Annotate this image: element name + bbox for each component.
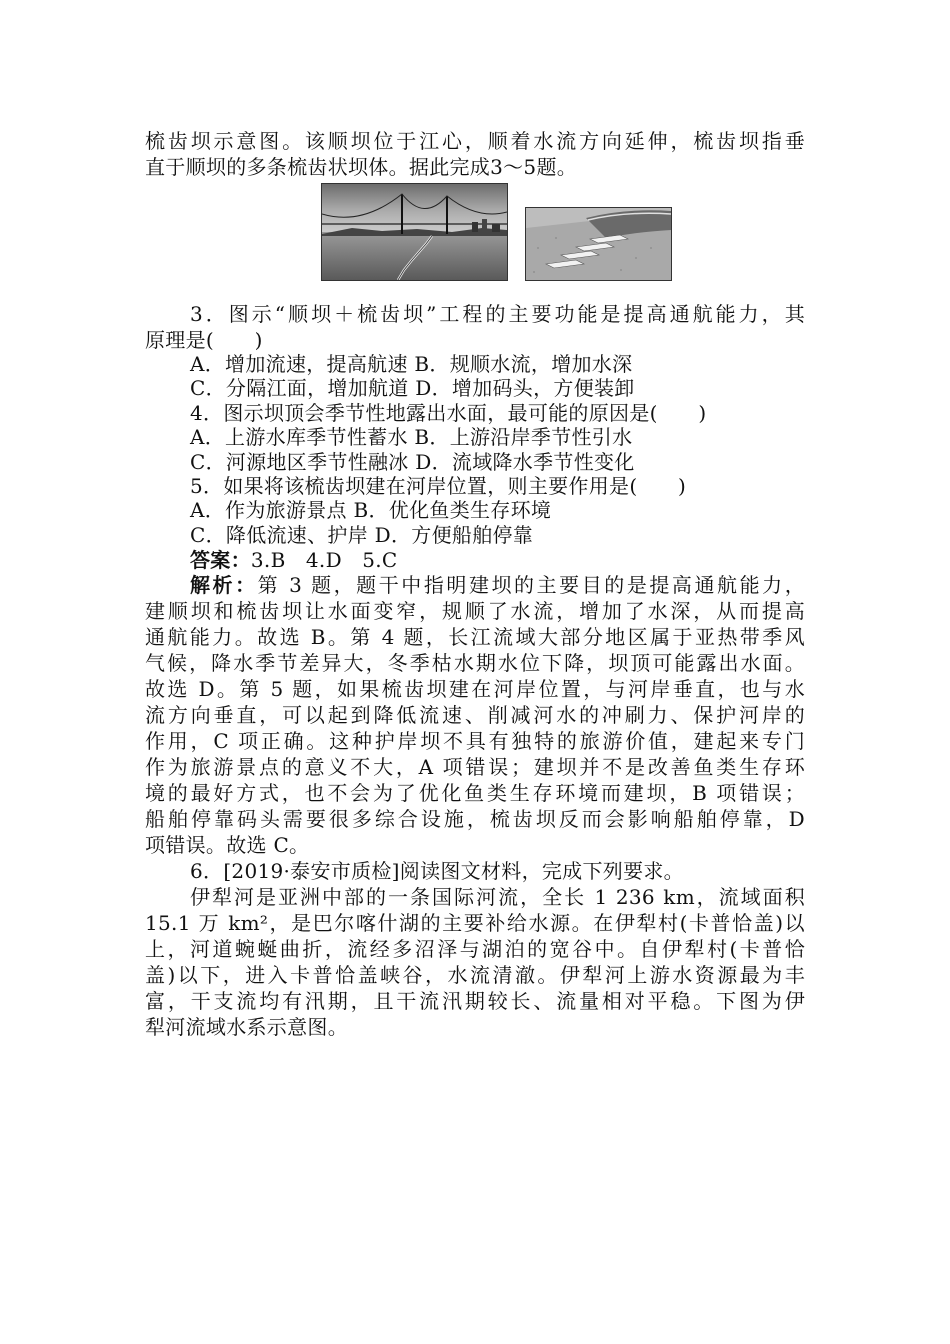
q6-para-line-5: 富，干支流均有汛期，且干流汛期较长、流量相对平稳。下图为伊: [145, 989, 805, 1013]
q6-para-line-4: 盖)以下，进入卡普恰盖峡谷，水流清澈。伊犁河上游水资源最为丰: [145, 963, 805, 987]
q3-options-ab: A．增加流速，提高航速 B．规顺水流，增加水深: [190, 352, 633, 376]
dam-photo-figure: [321, 183, 508, 281]
answer-text: 3.B 4.D 5.C: [250, 548, 398, 572]
analysis-label: 解析：: [190, 573, 258, 597]
analysis-line-3: 通航能力。故选 B。第 4 题，长江流域大部分地区属于亚热带季风: [145, 625, 805, 649]
answer-line: [190, 547, 805, 573]
intro-line-1: 梳齿坝示意图。该顺坝位于江心，顺着水流方向延伸，梳齿坝指垂: [145, 129, 805, 153]
analysis-line-7: 作用，C 项正确。这种护岸坝不具有独特的旅游价值，建起来专门: [145, 729, 805, 753]
analysis-line-1: [190, 572, 805, 598]
intro-line-2: 直于顺坝的多条梳齿状坝体。据此完成3～5题。: [145, 155, 578, 179]
dam-photo-illustration: [322, 184, 507, 280]
q6-para-line-1: 伊犁河是亚洲中部的一条国际河流，全长 1 236 km，流域面积: [190, 885, 805, 909]
q4-stem: 4．图示坝顶会季节性地露出水面，最可能的原因是( ): [190, 401, 707, 425]
comb-dam-diagram: [525, 207, 672, 281]
q5-options-ab: A．作为旅游景点 B．优化鱼类生存环境: [190, 498, 552, 522]
analysis-line-11: 项错误。故选 C。: [145, 833, 310, 857]
q4-options-cd: C．河源地区季节性融冰 D．流域降水季节性变化: [190, 450, 635, 474]
analysis-line-2: 建顺坝和梳齿坝让水面变窄，规顺了水流，增加了水深，从而提高: [145, 599, 805, 623]
q6-para-line-2: 15.1 万 km²，是巴尔喀什湖的主要补给水源。在伊犁村(卡普恰盖)以: [145, 911, 805, 935]
analysis-text-1: 第 3 题，题干中指明建坝的主要目的是提高通航能力，: [257, 573, 805, 597]
q3-options-cd: C．分隔江面，增加航道 D．增加码头，方便装卸: [190, 376, 635, 400]
q6-title: 6．[2019·泰安市质检]阅读图文材料，完成下列要求。: [190, 859, 684, 883]
analysis-line-8: 作为旅游景点的意义不大，A 项错误；建坝并不是改善鱼类生存环: [145, 755, 805, 779]
analysis-line-6: 流方向垂直，可以起到降低流速、削减河水的冲刷力、保护河岸的: [145, 703, 805, 727]
answer-label: 答案：: [190, 548, 251, 572]
q6-para-line-3: 上，河道蜿蜒曲折，流经多沼泽与湖泊的宽谷中。自伊犁村(卡普恰: [145, 937, 805, 961]
q4-options-ab: A．上游水库季节性蓄水 B．上游沿岸季节性引水: [190, 425, 633, 449]
comb-dam-illustration: [526, 208, 671, 280]
analysis-line-10: 船舶停靠码头需要很多综合设施，梳齿坝反而会影响船舶停靠，D: [145, 807, 805, 831]
q5-options-cd: C．降低流速、护岸 D．方便船舶停靠: [190, 523, 534, 547]
analysis-line-9: 境的最好方式，也不会为了优化鱼类生存环境而建坝，B 项错误；: [145, 781, 805, 805]
q3-stem-line-2: 原理是( ): [145, 328, 263, 352]
analysis-line-4: 气候，降水季节差异大，冬季枯水期水位下降，坝顶可能露出水面。: [145, 651, 805, 675]
q6-para-line-6: 犁河流域水系示意图。: [145, 1015, 348, 1039]
analysis-line-5: 故选 D。第 5 题，如果梳齿坝建在河岸位置，与河岸垂直，也与水: [145, 677, 805, 701]
q5-stem: 5．如果将该梳齿坝建在河岸位置，则主要作用是( ): [190, 474, 687, 498]
q3-stem-line-1: 3．图示“顺坝＋梳齿坝”工程的主要功能是提高通航能力，其: [190, 302, 805, 326]
